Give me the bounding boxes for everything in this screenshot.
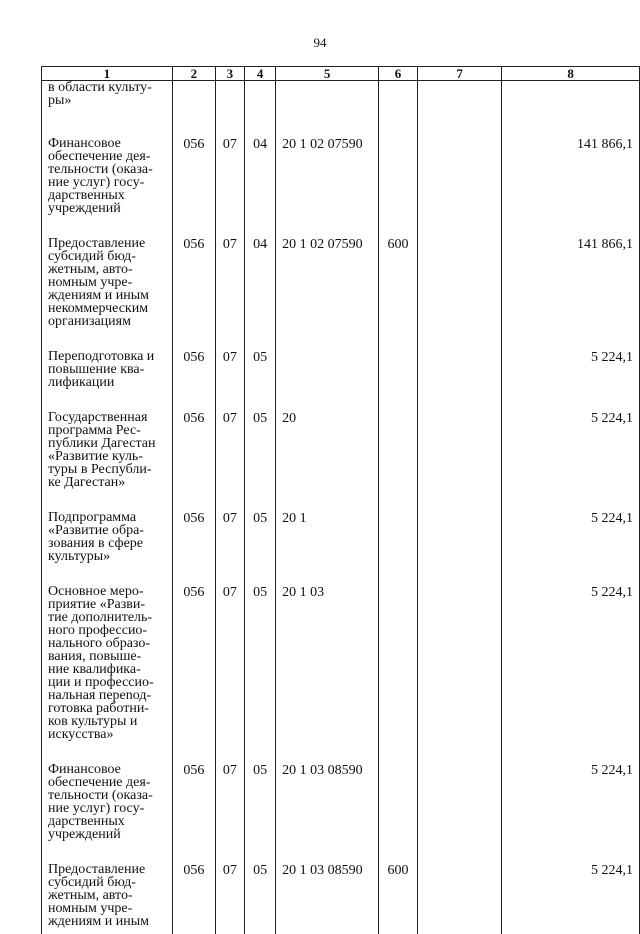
cell-amount: 5 224,1 [502,863,640,934]
table-row [42,863,640,934]
cell-ministry-code: 056 [172,137,215,237]
table-row [42,350,640,411]
cell-expense-type: 600 [379,863,418,934]
row-name-line: «Развитие куль- [48,449,143,464]
cell-expense-type [379,350,418,411]
row-name-line: публики Дагестан [48,436,155,451]
cell-amount: 5 224,1 [502,763,640,863]
header-row [42,67,640,81]
cell-section-code: 07 [215,585,244,763]
row-name-line: вания, повыше- [48,649,141,664]
row-name-line: тельности (оказа- [48,788,153,803]
cell-subsection-code: 05 [245,511,276,585]
row-name-line: ждениям и иным [48,288,149,303]
cell-ministry-code: 056 [172,763,215,863]
cell-expense-type [379,81,418,138]
row-name-line: лификации [48,375,114,390]
row-name-line: культуры» [48,549,110,564]
column-header: 1 [42,67,173,81]
cell-expense-type [379,137,418,237]
row-name-line: туры в Республи- [48,462,152,477]
cell-expense-type: 600 [379,237,418,350]
table-body [42,81,640,934]
cell-amount: 5 224,1 [502,411,640,511]
row-name-line: «Развитие обра- [48,523,144,538]
row-name-line: Предоставление [48,236,145,251]
cell-expense-type [379,585,418,763]
cell-target-article: 20 1 03 08590 [276,763,379,863]
row-name-line: обеспечение дея- [48,775,150,790]
column-header: 8 [502,67,640,81]
row-name-line: ры» [48,93,71,108]
column-header: 7 [418,67,502,81]
row-name-line: зования в сфере [48,536,143,551]
cell-target-article: 20 1 [276,511,379,585]
row-name-line: номным учре- [48,901,132,916]
cell-target-article [276,350,379,411]
cell-subsection-code [245,81,276,138]
cell-col7 [418,585,502,763]
cell-col7 [418,511,502,585]
column-header: 5 [276,67,379,81]
cell-section-code: 07 [215,411,244,511]
table-row [42,137,640,237]
row-name-line: тие дополнитель- [48,610,152,625]
cell-target-article: 20 1 03 [276,585,379,763]
row-name-cell [42,763,173,863]
cell-col7 [418,237,502,350]
table-row [42,81,640,138]
cell-subsection-code: 04 [245,137,276,237]
row-name-line: приятие «Разви- [48,597,145,612]
row-name-line: готовка работни- [48,701,149,716]
row-name-line: номным учре- [48,275,132,290]
cell-target-article [276,81,379,138]
row-name-line: нального образо- [48,636,150,651]
row-name-line: Основное меро- [48,584,144,599]
row-name-cell [42,863,173,934]
row-name-line: Подпрограмма [48,510,136,525]
cell-section-code: 07 [215,863,244,934]
budget-table [41,66,640,934]
column-header: 4 [245,67,276,81]
column-header: 2 [172,67,215,81]
row-name-line: ного профессио- [48,623,147,638]
cell-section-code: 07 [215,511,244,585]
cell-amount: 5 224,1 [502,585,640,763]
cell-subsection-code: 05 [245,763,276,863]
cell-amount: 141 866,1 [502,237,640,350]
cell-subsection-code: 05 [245,350,276,411]
cell-col7 [418,863,502,934]
page-number: 94 [0,35,640,51]
cell-ministry-code: 056 [172,237,215,350]
row-name-line: повышение ква- [48,362,144,377]
row-name-cell [42,585,173,763]
cell-expense-type [379,511,418,585]
table-row [42,511,640,585]
row-name-line: субсидий бюд- [48,249,136,264]
column-header: 6 [379,67,418,81]
column-header: 3 [215,67,244,81]
cell-amount: 141 866,1 [502,137,640,237]
row-name-line: искусства» [48,727,114,742]
row-name-cell [42,137,173,237]
row-name-line: в области культу- [48,80,152,95]
row-name-line: Переподготовка и [48,349,154,364]
row-name-line: Государственная [48,410,147,425]
row-name-cell [42,411,173,511]
cell-col7 [418,411,502,511]
cell-target-article: 20 1 02 07590 [276,137,379,237]
cell-subsection-code: 05 [245,585,276,763]
row-name-line: ков культуры и [48,714,137,729]
cell-section-code: 07 [215,137,244,237]
cell-expense-type [379,763,418,863]
row-name-line: нальная переnод- [48,688,151,703]
row-name-line: жетным, авто- [48,262,133,277]
cell-col7 [418,763,502,863]
row-name-cell [42,81,173,138]
row-name-line: дарственных [48,188,125,203]
row-name-line: некоммерческим [48,301,148,316]
row-name-cell [42,511,173,585]
row-name-line: организациям [48,314,131,329]
cell-subsection-code: 05 [245,411,276,511]
row-name-line: учреждений [48,827,121,842]
row-name-line: тельности (оказа- [48,162,153,177]
cell-ministry-code: 056 [172,411,215,511]
row-name-line: дарственных [48,814,125,829]
cell-section-code: 07 [215,237,244,350]
row-name-line: учреждений [48,201,121,216]
cell-ministry-code: 056 [172,511,215,585]
row-name-line: обеспечение дея- [48,149,150,164]
cell-target-article: 20 1 02 07590 [276,237,379,350]
row-name-line: Финансовое [48,762,121,777]
cell-section-code: 07 [215,763,244,863]
table-row [42,237,640,350]
cell-col7 [418,350,502,411]
cell-col7 [418,81,502,138]
row-name-cell [42,350,173,411]
row-name-line: Предоставление [48,862,145,877]
cell-ministry-code: 056 [172,863,215,934]
row-name-line: ции и профессио- [48,675,154,690]
cell-target-article: 20 1 03 08590 [276,863,379,934]
cell-amount [502,81,640,138]
row-name-line: ние услуг) госу- [48,175,144,190]
cell-target-article: 20 [276,411,379,511]
row-name-cell [42,237,173,350]
cell-section-code: 07 [215,350,244,411]
cell-subsection-code: 05 [245,863,276,934]
cell-ministry-code [172,81,215,138]
cell-ministry-code: 056 [172,350,215,411]
table-row [42,763,640,863]
cell-expense-type [379,411,418,511]
cell-section-code [215,81,244,138]
cell-ministry-code: 056 [172,585,215,763]
table-row [42,585,640,763]
row-name-line: программа Рес- [48,423,141,438]
cell-amount: 5 224,1 [502,511,640,585]
row-name-line: жетным, авто- [48,888,133,903]
table-row [42,411,640,511]
row-name-line: ние квалифика- [48,662,141,677]
row-name-line: Финансовое [48,136,121,151]
cell-col7 [418,137,502,237]
row-name-line: субсидий бюд- [48,875,136,890]
row-name-line: ке Дагестан» [48,475,125,490]
cell-subsection-code: 04 [245,237,276,350]
row-name-line: ждениям и иным [48,914,149,929]
cell-amount: 5 224,1 [502,350,640,411]
row-name-line: ние услуг) госу- [48,801,144,816]
